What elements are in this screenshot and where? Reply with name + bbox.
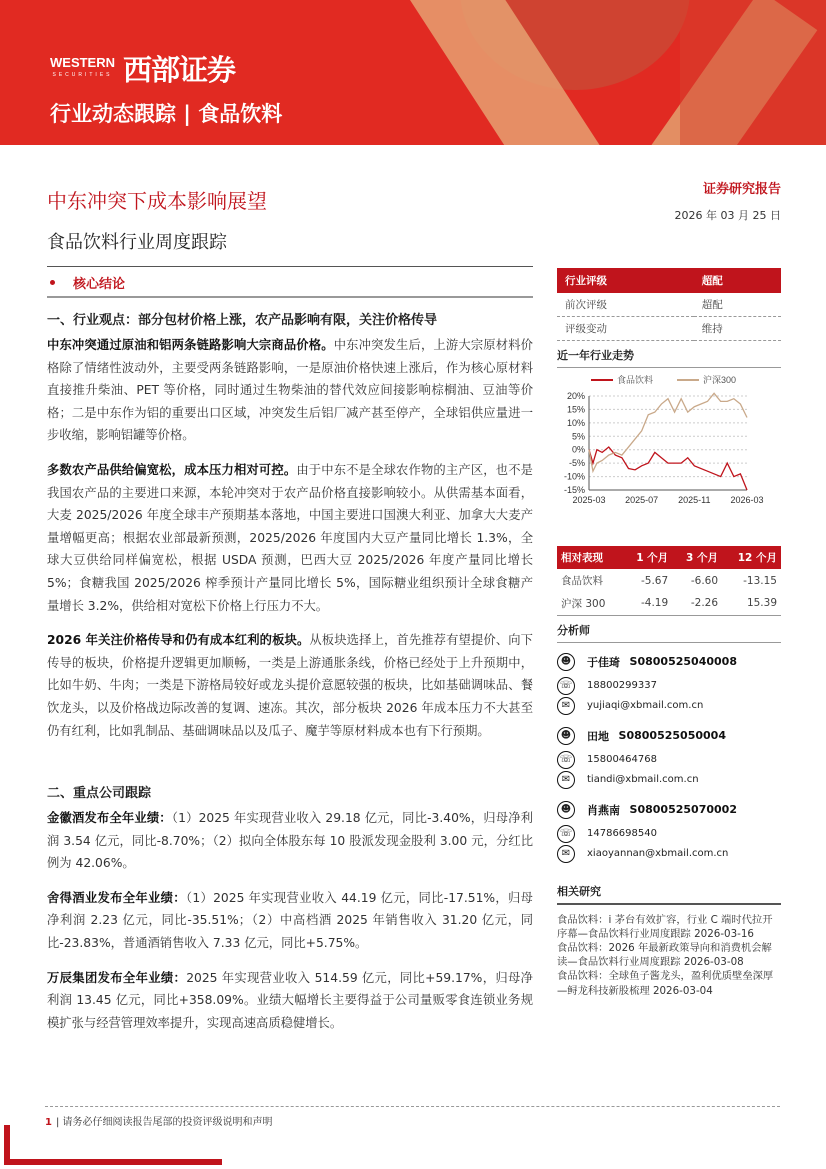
performance-table: 相对表现 1 个月 3 个月 12 个月 食品饮料 -5.67 -6.60 -13.15 沪深 300 -4.19 -2.26 15.39 [557, 546, 781, 616]
paragraph-text: 由于中东不是全球农作物的主产区，也不是我国农产品的主要进口来源，本轮冲突对于农产品价格直接影响较小。从供需基本面看，大麦 2025/2026 年度全球丰产预期基本落地，中国主要进口国澳大利亚、加拿大大麦产量增幅更高；根据农业部最新预测，2025/2026 年度国内大豆产量同比增长 1.3%，全球大豆供给同样偏宽松，根据 USDA 预测，巴西大豆 2025/2026 年度产量同比增长 5%；食糖我国 2025/2026 榨季预计产量同比增长 5%，国际糖业组织预计全球食糖产量增长 3.2%，供给相对宽松下价格上行压力不大。 [47, 462, 533, 613]
company-logo: WESTERN SECURITIES 西部证券 [50, 53, 236, 87]
x-tick-label: 2025-03 [572, 495, 606, 505]
related-item[interactable]: 食品饮料：2026 年最新政策导向和消费机会解读—食品饮料行业周度跟踪 2026-03-08 [557, 941, 772, 969]
core-conclusion-heading: 核心结论 [47, 267, 533, 298]
section-heading: 二、重点公司跟踪 [47, 786, 152, 802]
paragraph-lead: 多数农产品供给偏宽松，成本压力相对可控。 [47, 462, 297, 477]
person-icon: ☻ [557, 801, 575, 819]
mail-icon: ✉ [557, 845, 575, 863]
paragraph [47, 967, 533, 1035]
analyst-phone: ☏ 18800299337 [557, 677, 781, 695]
paragraph-text: 从板块选择上，首先推荐有望提价、向下传导的板块，价格提升逻辑更加顺畅，一类是上游通胀条线，价格已经处于上升预期中，比如牛奶、牛肉；一类是下游格局较好或龙头提价意愿较强的板块，比如基础调味品、餐饮龙头，以及价格战边际改善的复调、速冻。其次，部分板块 2026 年成本压力不大甚至仍有红利，比如乳制品、基础调味品以及瓜子、魔芋等原材料成本也有下行预期。 [47, 633, 533, 738]
analyst-phone: ☏ 14786698540 [557, 825, 781, 843]
trend-title: 近一年行业走势 [557, 341, 781, 368]
report-title: 中东冲突下成本影响展望 [47, 189, 267, 213]
y-tick-label: 10% [566, 417, 585, 428]
related-title: 相关研究 [557, 877, 781, 905]
report-type: 证券研究报告 [702, 182, 781, 197]
mail-icon: ✉ [557, 697, 575, 715]
analyst: ☻ 田地 S0800525050004 [557, 727, 781, 745]
phone-icon: ☏ [557, 751, 575, 769]
main-column [47, 185, 533, 1034]
analyst-email: ✉ tiandi@xbmail.com.cn [557, 771, 781, 789]
paragraph-text: （1）2025 年实现营业收入 29.18 亿元，同比-3.40%，归母净利润 3.54 亿元，同比-8.70%；（2）拟向全体股东每 10 股派发现金股利 3.00 元，分红比例为 42.06%。 [47, 811, 533, 871]
related-item[interactable]: 食品饮料：i 茅台有效扩容，行业 C 端时代拉开序幕—食品饮料行业周度跟踪 2026-03-16 [557, 913, 773, 940]
phone-icon: ☏ [557, 825, 575, 843]
legend-label: 食品饮料 [617, 375, 654, 385]
x-tick-label: 2025-11 [678, 495, 711, 505]
corner-decoration [4, 1125, 222, 1165]
paragraph [47, 334, 533, 447]
paragraph-lead: 舍得酒业发布全年业绩： [47, 890, 186, 905]
y-tick-label: 15% [566, 404, 585, 415]
section-heading: 一、行业观点：部分包材价格上涨，农产品影响有限，关注价格传导 [47, 313, 438, 328]
report-subtitle: 食品饮料行业周度跟踪 [47, 232, 227, 253]
footer: 1 | 请务必仔细阅读报告尾部的投资评级说明和声明 [45, 1106, 780, 1128]
y-tick-label: 0% [571, 444, 585, 455]
x-tick-label: 2026-03 [730, 495, 764, 505]
analyst: ☻ 肖燕南 S0800525070002 [557, 801, 781, 819]
x-tick-label: 2025-07 [625, 495, 659, 505]
series-line-hs300 [589, 393, 747, 471]
sidebar [557, 178, 781, 998]
paragraph-text: 2025 年实现营业收入 514.59 亿元，同比+59.17%，归母净利润 13.45 亿元，同比+358.09%。业绩大幅增长主要得益于公司量贩零食连锁业务规模扩张与经营管理效率提升，实现高速高质稳健增长。 [47, 970, 533, 1030]
paragraph [47, 807, 533, 875]
paragraph-text: 中东冲突发生后，上游大宗原材料价格除了情绪性波动外，主要受两条链路影响，一是原油价格快速上涨后，作为核心原材料直接推升柴油、PET 等价格，同时通过生物柴油的替代效应间接影响棕榈油、豆油等价格；二是中东作为铝的重要出口区域，冲突发生后铝厂减产甚至停产，全球铝供应量进一步收缩，影响铝罐等价格。 [47, 338, 533, 443]
mail-icon: ✉ [557, 771, 575, 789]
analyst-email: ✉ yujiaqi@xbmail.com.cn [557, 697, 781, 715]
related-research [557, 913, 781, 998]
rating-table: 行业评级 超配 前次评级 超配 评级变动 维持 [557, 268, 781, 341]
y-tick-label: -15% [563, 485, 585, 495]
banner-title: 行业动态跟踪 | 食品饮料 [50, 102, 283, 126]
y-tick-label: 5% [571, 431, 585, 442]
header-banner [0, 0, 826, 145]
related-item[interactable]: 食品饮料：全球鱼子酱龙头，盈利优质壁垒深厚—鲟龙科技新股梳理 2026-03-04 [557, 970, 774, 997]
paragraph-lead: 2026 年关注价格传导和仍有成本红利的板块。 [47, 633, 310, 648]
paragraph-lead: 中东冲突通过原油和铝两条链路影响大宗商品价格。 [47, 338, 334, 352]
bullet-icon [50, 280, 55, 285]
paragraph-lead: 金徽酒发布全年业绩： [47, 811, 172, 826]
paragraph [47, 629, 533, 742]
analyst-email: ✉ xiaoyannan@xbmail.com.cn [557, 845, 781, 867]
legend-label: 沪深300 [703, 375, 737, 385]
person-icon: ☻ [557, 653, 575, 671]
person-icon: ☻ [557, 727, 575, 745]
report-date: 2026 年 03 月 25 日 [674, 209, 781, 222]
paragraph-text: （1）2025 年实现营业收入 44.19 亿元，同比-17.51%，归母净利润 2.23 亿元，同比-35.51%；（2）中高档酒 2025 年销售收入 31.20 亿元，同比-23.83%，普通酒销售收入 7.33 亿元，同比+5.75%。 [47, 890, 533, 951]
y-tick-label: -5% [568, 458, 585, 469]
analyst: ☻ 于佳琦 S0800525040008 [557, 653, 781, 671]
y-tick-label: 20% [566, 391, 585, 401]
paragraph [47, 887, 533, 955]
trend-chart [557, 368, 781, 528]
analyst-phone: ☏ 15800464768 [557, 751, 781, 769]
paragraph [47, 459, 533, 617]
paragraph-lead: 万辰集团发布全年业绩： [47, 970, 187, 985]
y-tick-label: -10% [563, 471, 585, 482]
analysts-title: 分析师 [557, 616, 781, 643]
phone-icon: ☏ [557, 677, 575, 695]
analyst-list [557, 653, 781, 867]
